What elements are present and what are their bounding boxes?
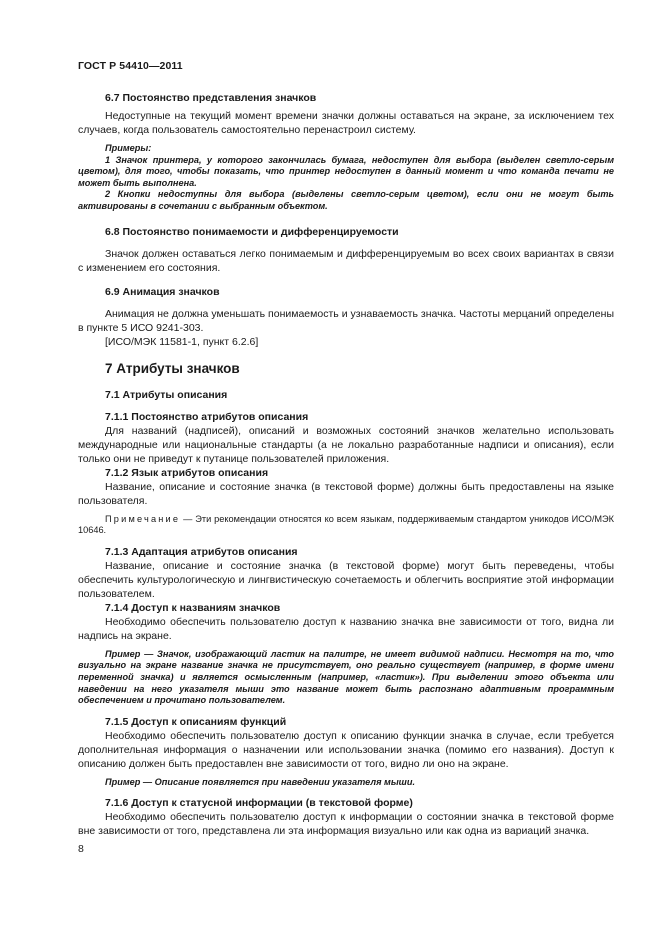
paragraph-6-9: Анимация не должна уменьшать понимаемость и узнаваемость значка. Частоты мерцаний определены в пункте 5 ИСО 9241-303.	[78, 307, 614, 334]
example-6-7-1: 1 Значок принтера, у которого закончилась бумага, недоступен для выбора (выделен светло-серым цветом), для того, чтобы показать, что принтер недоступен в данный момент и что команда печати не может быть выполнена.	[78, 154, 614, 188]
heading-7-1-4: 7.1.4 Доступ к названиям значков	[105, 601, 281, 614]
paragraph-7-1-5: Необходимо обеспечить пользователю доступ к описанию функции значка в случае, если требуется дополнительная информация о назначении или использовании значка (помимо его названия). Доступ к описанию должен быть предоставлен вне зависимости от того, видно ли оно на экране.	[78, 729, 614, 770]
heading-7-1-5: 7.1.5 Доступ к описаниям функций	[105, 715, 287, 728]
paragraph-6-7: Недоступные на текущий момент времени значки должны оставаться на экране, за исключением тех случаев, когда пользователь самостоятельно перенастроил систему.	[78, 110, 614, 136]
heading-6-8: 6.8 Постоянство понимаемости и дифференцируемости	[105, 225, 399, 238]
examples-label: Примеры:	[105, 143, 152, 153]
heading-7-1-3: 7.1.3 Адаптация атрибутов описания	[105, 545, 298, 558]
paragraph-7-1-1: Для названий (надписей), описаний и возможных состояний значков желательно использовать международные или национальные стандарты (а не локально разработанные надписи и описания), если только они не приведут к путанице пользователей приложения.	[78, 424, 614, 465]
heading-7-1-1: 7.1.1 Постоянство атрибутов описания	[105, 410, 309, 423]
heading-6-9: 6.9 Анимация значков	[105, 285, 220, 298]
example-7-1-5: Пример — Описание появляется при наведении указателя мыши.	[105, 776, 416, 787]
heading-6-7: 6.7 Постоянство представления значков	[105, 92, 317, 104]
paragraph-7-1-4: Необходимо обеспечить пользователю доступ к названию значка вне зависимости от того, видна ли надпись на экране.	[78, 615, 614, 642]
paragraph-7-1-2: Название, описание и состояние значка (в текстовой форме) должны быть предоставлены на языке пользователя.	[78, 480, 614, 507]
example-6-7-2: 2 Кнопки недоступны для выбора (выделены светло-серым цветом), если они не могут быть активированы в сочетании с выбранным объектом.	[78, 189, 614, 211]
heading-7: 7 Атрибуты значков	[105, 360, 240, 376]
paragraph-7-1-6: Необходимо обеспечить пользователю доступ к информации о состоянии значка в текстовой форме вне зависимости от того, представлена ли эта информация визуально или как одна из вариаций значка.	[78, 811, 614, 838]
document-body	[78, 91, 614, 838]
note-text: — Эти рекомендации относятся ко всем языкам, поддерживаемым стандартом уникодов ИСО/МЭК 10646.	[78, 513, 614, 536]
note-7-1-2	[78, 514, 614, 537]
paragraph-6-8: Значок должен оставаться легко понимаемым и дифференцируемым во всех своих вариантах в связи с изменением его состояния.	[78, 247, 614, 274]
heading-7-1-2: 7.1.2 Язык атрибутов описания	[105, 466, 269, 479]
heading-7-1-6: 7.1.6 Доступ к статусной информации (в текстовой форме)	[105, 797, 413, 810]
page-number: 8	[78, 843, 84, 855]
note-label: Примечание	[105, 513, 181, 524]
heading-7-1: 7.1 Атрибуты описания	[105, 388, 228, 401]
reference-6-9: [ИСО/МЭК 11581-1, пункт 6.2.6]	[105, 335, 259, 348]
document-header: ГОСТ Р 54410—2011	[78, 60, 183, 72]
example-7-1-4: Пример — Значок, изображающий ластик на палитре, не имеет видимой надписи. Несмотря на то, что визуально на экране название значка не присутствует, оно реально существует (например, в форме имени переменной значка) и является осмысленным (например, «ластик»). При выделении этого объекта или наведении на него указателя мыши это название может быть распознано адаптивным программным обеспечением и прочитано пользователем.	[78, 648, 614, 706]
paragraph-7-1-3: Название, описание и состояние значка (в текстовой форме) могут быть переведены, чтобы обеспечить культурологическую и лингвистическую сочетаемость и облегчить восприятие этой информации пользователем.	[78, 559, 614, 600]
